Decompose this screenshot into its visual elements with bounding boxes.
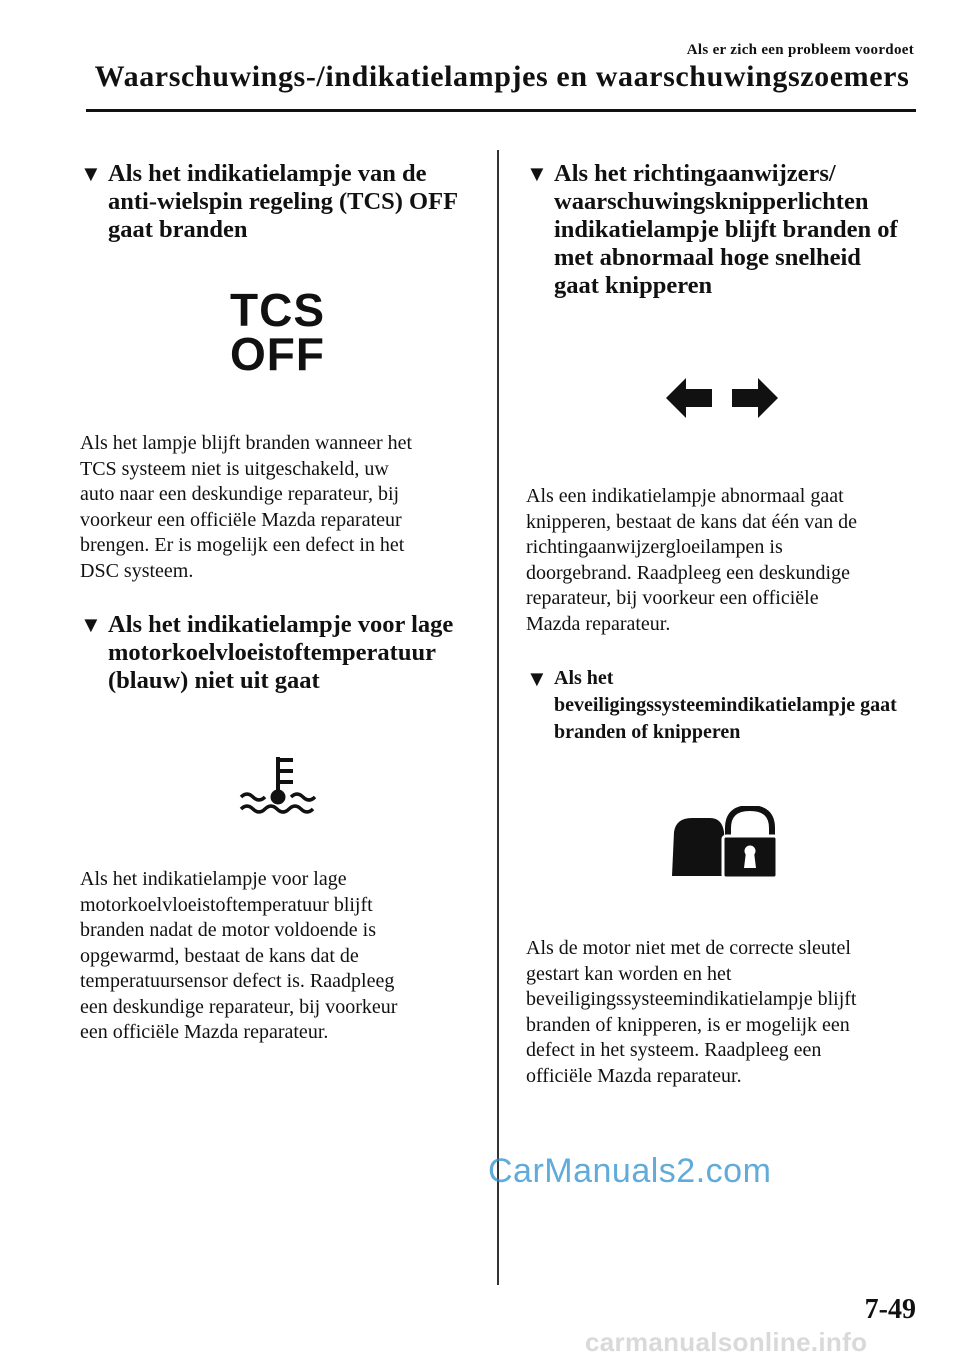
triangle-icon: ▼ bbox=[526, 161, 548, 186]
low-coolant-temp-body: Als het indikatielampje voor lage motorkoelvloeistoftemperatuur blijft branden nadat de motor voldoende is opgewarmd, bestaat de kans dat de temperatuursensor defect is. Raadpleeg een deskundige reparateur, bij voorkeur een officiële Mazda reparateur. bbox=[80, 868, 398, 1043]
page-number: 7-49 bbox=[864, 1294, 916, 1325]
triangle-icon: ▼ bbox=[80, 612, 102, 637]
tcs-off-body: Als het lampje blijft branden wanneer het TCS systeem niet is uitgeschakeld, uw auto naar een deskundige reparateur, bij voorkeur een officiële Mazda reparateur brengen. Er is mogelijk een defect in het DSC systeem. bbox=[80, 432, 413, 582]
section-label: Als er zich een probleem voordoet bbox=[686, 42, 914, 58]
off-icon-text: OFF bbox=[230, 328, 325, 380]
triangle-icon: ▼ bbox=[80, 161, 102, 186]
low-coolant-temp-heading: ▼ Als het indikatielampje voor lage motorkoelvloeistoftemperatuur (blauw) niet uit gaat bbox=[80, 611, 454, 694]
security-indicator-icon bbox=[526, 806, 918, 880]
column-divider bbox=[497, 150, 499, 1285]
turn-signal-arrows-icon bbox=[526, 377, 918, 419]
right-column bbox=[526, 160, 918, 1089]
page-title: Waarschuwings-/indikatielampjes en waarschuwingszoemers bbox=[94, 60, 910, 93]
left-column bbox=[80, 160, 475, 1046]
security-system-heading: ▼ Als het beveiligingssysteemindikatielampje gaat branden of knipperen bbox=[526, 666, 897, 743]
triangle-icon: ▼ bbox=[526, 666, 548, 691]
security-system-body: Als de motor niet met de correcte sleutel gestart kan worden en het beveiligingssysteemindikatielampje blijft branden of knipperen, is er mogelijk een defect in het systeem. Raadpleeg een officiële Mazda reparateur. bbox=[526, 937, 857, 1087]
tcs-icon-text: TCS bbox=[230, 284, 325, 336]
watermark-carmanualsonline: carmanualsonline.info bbox=[585, 1327, 868, 1357]
coolant-temperature-icon bbox=[80, 751, 475, 819]
turn-signal-body: Als een indikatielampje abnormaal gaat knipperen, bestaat de kans dat één van de richtingaanwijzergloeilampen is doorgebrand. Raadpleeg een deskundige reparateur, bij voorkeur een officiële Mazda reparateur. bbox=[526, 485, 857, 635]
watermark-carmanuals2: CarManuals2.com bbox=[488, 1152, 772, 1190]
tcs-off-indicator-icon bbox=[80, 284, 475, 380]
header-divider bbox=[86, 109, 916, 112]
turn-signal-heading: ▼ Als het richtingaanwijzers/ waarschuwingsknipperlichten indikatielampje blijft branden of met abnormaal hoge snelheid gaat knipperen bbox=[526, 160, 898, 299]
tcs-off-heading: ▼ Als het indikatielampje van de anti-wielspin regeling (TCS) OFF gaat branden bbox=[80, 160, 459, 243]
